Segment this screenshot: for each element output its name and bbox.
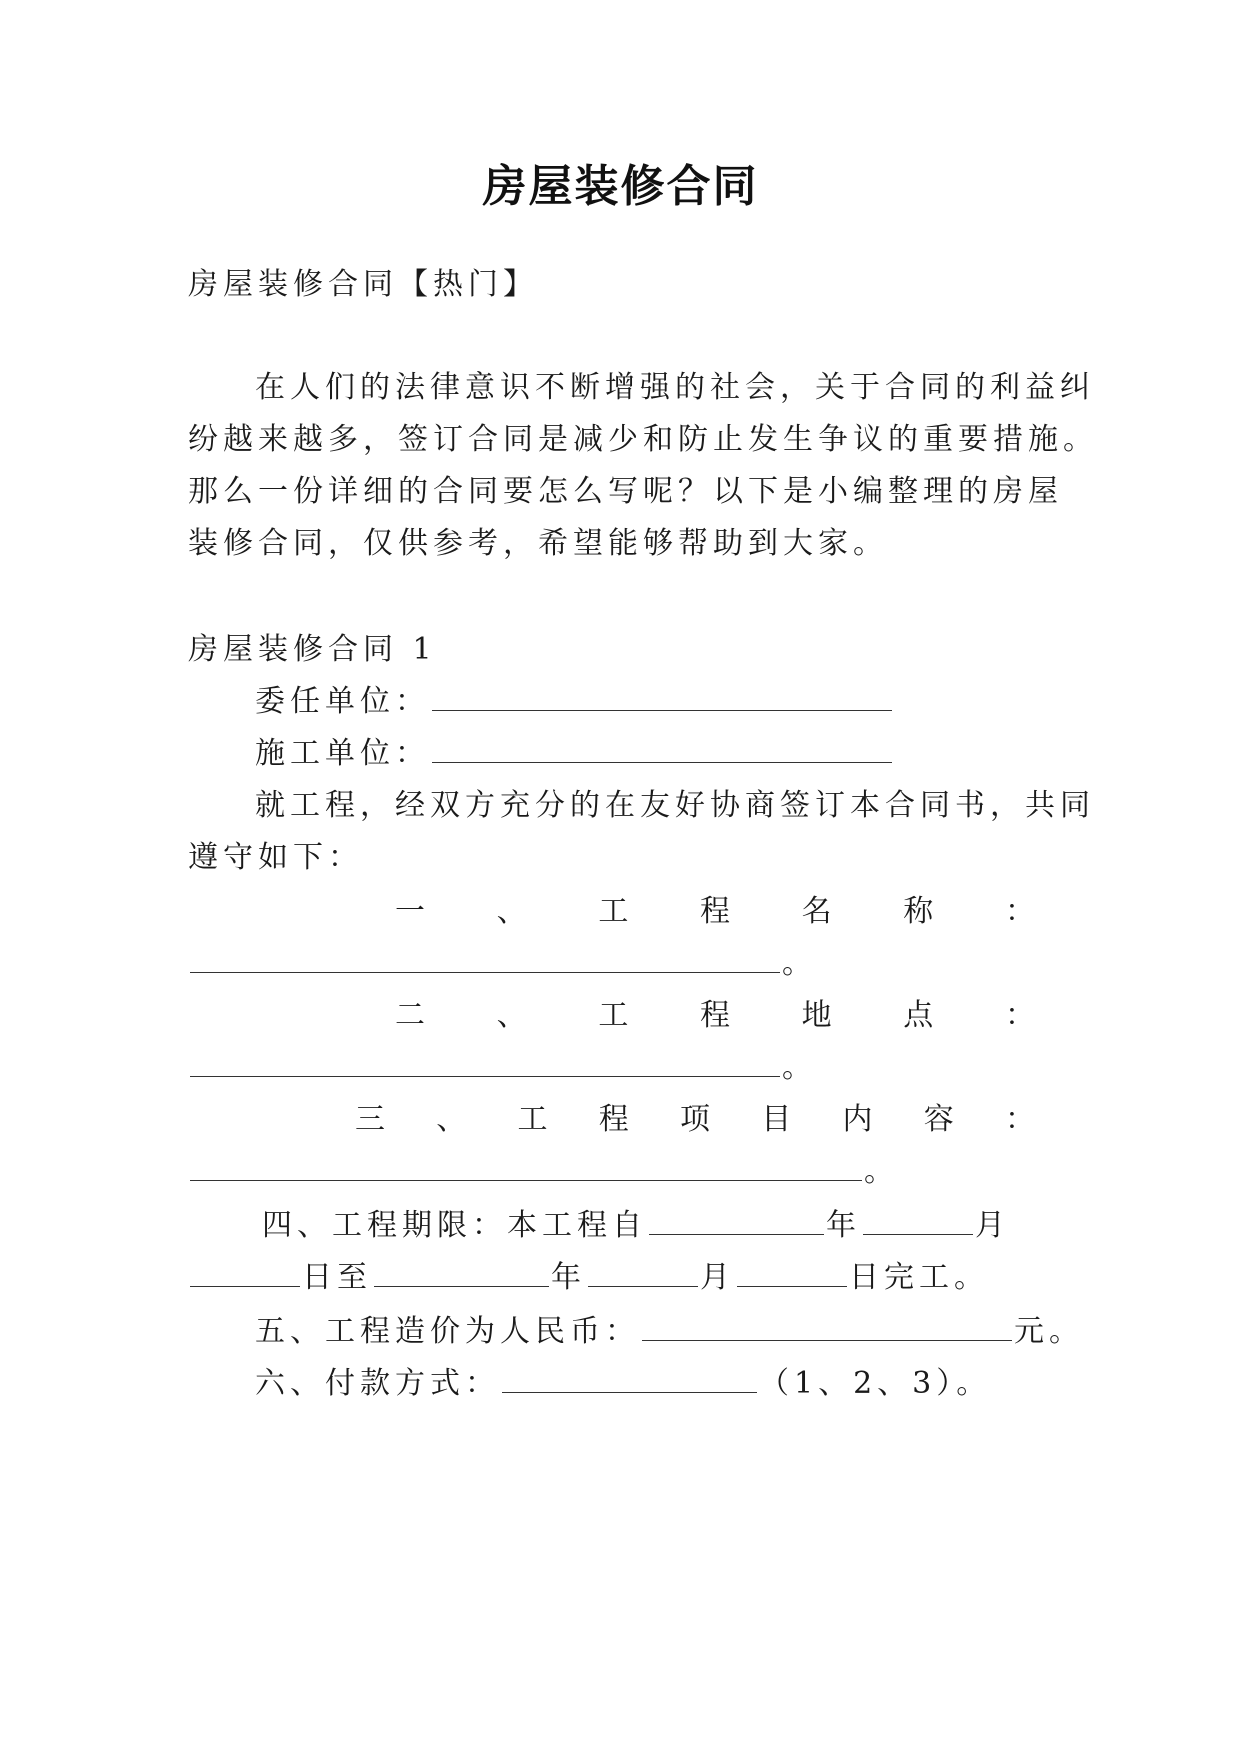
item1-label — [395, 892, 1035, 932]
item2-label — [395, 996, 1035, 1036]
item3-char: ： — [1005, 1102, 1035, 1137]
agreement-line-1: 就工程，经双方充分的在友好协商签订本合同书，共同 — [255, 788, 1095, 823]
item3-char: 、 — [436, 1102, 467, 1137]
day-complete-label: 日完工。 — [849, 1260, 989, 1295]
period-row-1 — [262, 1206, 1010, 1246]
item1-char: 工 — [598, 894, 629, 929]
document-subtitle: 房屋装修合同【热门】 — [188, 267, 538, 302]
item3-value-row — [188, 1152, 899, 1192]
item2-char: ： — [1004, 998, 1035, 1033]
item3-char: 三 — [355, 1102, 385, 1137]
payment-blank[interactable] — [502, 1366, 757, 1393]
contractor-blank[interactable] — [432, 736, 892, 763]
client-blank[interactable] — [432, 684, 892, 711]
section-title: 房屋装修合同 1 — [188, 632, 437, 667]
intro-line-1: 在人们的法律意识不断增强的社会，关于合同的利益纠 — [255, 370, 1095, 405]
payment-label: 六、付款方式： — [255, 1366, 500, 1401]
item1-end: 。 — [782, 946, 817, 981]
item3-char: 项 — [680, 1102, 710, 1137]
end-month-blank[interactable] — [588, 1260, 698, 1287]
item2-char: 点 — [903, 998, 934, 1033]
intro-line-2: 纷越来越多，签订合同是减少和防止发生争议的重要措施。 — [188, 422, 1098, 457]
client-label: 委任单位： — [255, 684, 430, 719]
end-year-blank[interactable] — [374, 1260, 549, 1287]
item2-char: 、 — [496, 998, 527, 1033]
item3-char: 工 — [517, 1102, 548, 1137]
contractor-label: 施工单位： — [255, 736, 430, 771]
payment-row — [255, 1364, 991, 1404]
period-row-2 — [188, 1258, 989, 1298]
item1-blank[interactable] — [190, 946, 780, 973]
item3-char: 内 — [842, 1102, 873, 1137]
item3-char: 程 — [598, 1102, 629, 1137]
intro-line-4: 装修合同，仅供参考，希望能够帮助到大家。 — [188, 526, 888, 561]
item2-char: 程 — [699, 998, 730, 1033]
item1-char: 、 — [496, 894, 527, 929]
item3-char: 容 — [923, 1102, 954, 1137]
item1-char: 名 — [801, 894, 832, 929]
contractor-row — [255, 734, 894, 774]
item3-end: 。 — [864, 1154, 899, 1189]
agreement-line-2: 遵守如下： — [188, 840, 363, 875]
end-month-label: 月 — [700, 1260, 735, 1295]
item2-blank[interactable] — [190, 1050, 780, 1077]
day-to-label: 日至 — [302, 1260, 372, 1295]
item2-value-row — [188, 1048, 817, 1088]
item2-char: 地 — [801, 998, 832, 1033]
item1-char: 一 — [395, 894, 425, 929]
start-month-blank[interactable] — [863, 1208, 973, 1235]
start-year-label: 年 — [826, 1208, 861, 1243]
end-year-label: 年 — [551, 1260, 586, 1295]
item1-char: 程 — [699, 894, 730, 929]
start-month-label: 月 — [975, 1208, 1010, 1243]
item1-char: 称 — [903, 894, 934, 929]
item1-char: ： — [1004, 894, 1035, 929]
price-row — [255, 1312, 1084, 1352]
start-year-blank[interactable] — [649, 1208, 824, 1235]
item3-label — [355, 1100, 1035, 1140]
item2-char: 二 — [395, 998, 425, 1033]
start-day-blank[interactable] — [190, 1260, 300, 1287]
item3-blank[interactable] — [190, 1154, 862, 1181]
period-label: 四、工程期限：本工程自 — [262, 1208, 647, 1243]
item2-char: 工 — [598, 998, 629, 1033]
price-blank[interactable] — [642, 1314, 1012, 1341]
item1-value-row — [188, 944, 817, 984]
intro-line-3: 那么一份详细的合同要怎么写呢？以下是小编整理的房屋 — [188, 474, 1063, 509]
document-title: 房屋装修合同 — [482, 161, 759, 212]
payment-options: （1、2、3）。 — [759, 1366, 992, 1401]
end-day-blank[interactable] — [737, 1260, 847, 1287]
client-row — [255, 682, 894, 722]
item2-end: 。 — [782, 1050, 817, 1085]
item3-char: 目 — [761, 1102, 792, 1137]
price-label: 五、工程造价为人民币： — [255, 1314, 640, 1349]
price-unit: 元。 — [1014, 1314, 1084, 1349]
